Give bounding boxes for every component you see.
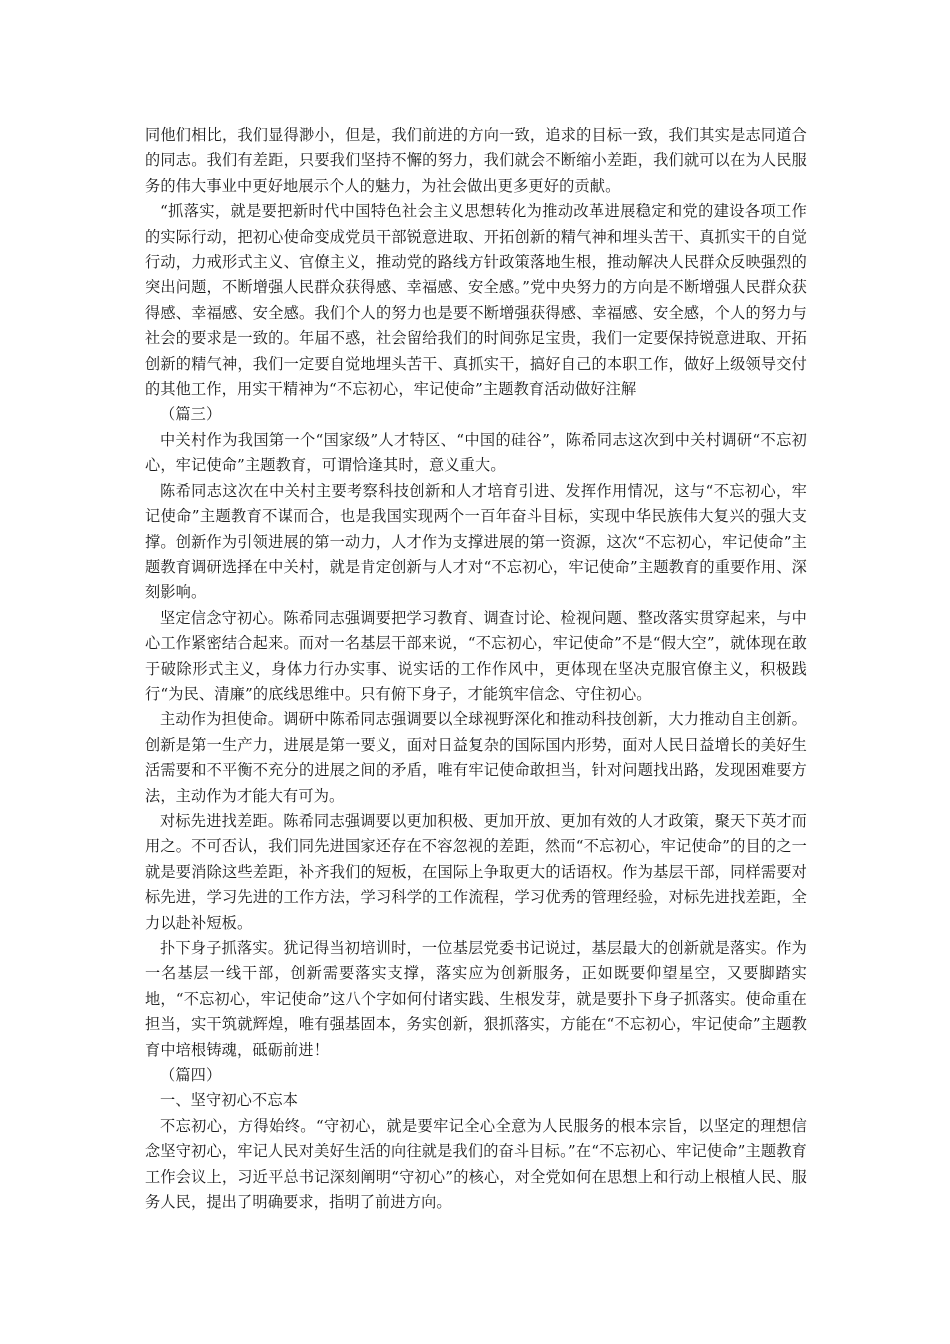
paragraph-2: “抓落实，就是要把新时代中国特色社会主义思想转化为推动改革进展稳定和党的建设各项工作的实际行动，把初心使命变成党员干部锐意进取、开拓创新的精气神和埋头苦干、真抓实干的自觉行动，力戒形式主义、官僚主义，推动党的路线方针政策落地生根，推动解决人民群众反映强烈的突出问题，不断增强人民群众获得感、幸福感、安全感。”党中央努力的方向是不断增强人民群众获得感、幸福感、安全感。我们个人的努力也是要不断增强获得感、幸福感、安全感，个人的努力与社会的要求是一致的。年届不惑，社会留给我们的时间弥足宝贵，我们一定要保持锐意进取、开拓创新的精气神，我们一定要自觉地埋头苦干、真抓实干，搞好自己的本职工作，做好上级领导交付的其他工作，用实干精神为“不忘初心，牢记使命”主题教育活动做好注解 — [145, 202, 807, 399]
paragraph-3: 中关村作为我国第一个“国家级”人才特区、“中国的硅谷”，陈希同志这次到中关村调研“不忘初心，牢记使命”主题教育，可谓恰逢其时，意义重大。 — [145, 430, 807, 475]
document-body — [145, 123, 807, 1215]
paragraph-4: 陈希同志这次在中关村主要考察科技创新和人才培育引进、发挥作用情况，这与“不忘初心，牢记使命”主题教育不谋而合，也是我国实现两个一百年奋斗目标，实现中华民族伟大复兴的强大支撑。创新作为引领进展的第一动力，人才作为支撑进展的第一资源，这次“不忘初心，牢记使命”主题教育调研选择在中关村，就是肯定创新与人才对“不忘初心，牢记使命”主题教育的重要作用、深刻影响。 — [145, 481, 807, 602]
subsection-heading-1: 一、坚守初心不忘本 — [160, 1091, 299, 1110]
paragraph-8: 扑下身子抓落实。犹记得当初培训时，一位基层党委书记说过，基层最大的创新就是落实。作为一名基层一线干部，创新需要落实支撑，落实应为创新服务，正如既要仰望星空，又要脚踏实地，“不忘初心，牢记使命”这八个字如何付诸实践、生根发芽，就是要扑下身子抓落实。使命重在担当，实干筑就辉煌，唯有强基固本，务实创新，狠抓落实，方能在“不忘初心，牢记使命”主题教育中培根铸魂，砥砺前进！ — [145, 939, 807, 1059]
paragraph-5: 坚定信念守初心。陈希同志强调要把学习教育、调查讨论、检视问题、整改落实贯穿起来，与中心工作紧密结合起来。而对一名基层干部来说，“不忘初心，牢记使命”不是“假大空”，就体现在敢于破除形式主义，身体力行办实事、说实话的工作作风中，更体现在坚决克服官僚主义，积极践行“为民、清廉”的底线思维中。只有俯下身子，才能筑牢信念、守住初心。 — [145, 608, 807, 703]
paragraph-9: 不忘初心，方得始终。“守初心，就是要牢记全心全意为人民服务的根本宗旨，以坚定的理想信念坚守初心，牢记人民对美好生活的向往就是我们的奋斗目标。”在“不忘初心、牢记使命”主题教育工作会议上，习近平总书记深刻阐明“守初心”的核心，对全党如何在思想上和行动上根植人民、服务人民，提出了明确要求，指明了前进方向。 — [145, 1116, 807, 1212]
paragraph-1: 同他们相比，我们显得渺小，但是，我们前进的方向一致，追求的目标一致，我们其实是志同道合的同志。我们有差距，只要我们坚持不懈的努力，我们就会不断缩小差距，我们就可以在为人民服务的伟大事业中更好地展示个人的魅力，为社会做出更多更好的贡献。 — [145, 126, 807, 195]
paragraph-7: 对标先进找差距。陈希同志强调要以更加积极、更加开放、更加有效的人才政策，聚天下英才而用之。不可否认，我们同先进国家还存在不容忽视的差距，然而“不忘初心，牢记使命”的目的之一就是要消除这些差距，补齐我们的短板，在国际上争取更大的话语权。作为基层干部，同样需要对标先进，学习先进的工作方法，学习科学的工作流程，学习优秀的管理经验，对标先进找差距，全力以赴补短板。 — [145, 811, 807, 932]
section-heading-part-4: （篇四） — [160, 1066, 222, 1085]
paragraph-6: 主动作为担使命。调研中陈希同志强调要以全球视野深化和推动科技创新，大力推动自主创新。创新是第一生产力，进展是第一要义，面对日益复杂的国际国内形势，面对人民日益增长的美好生活需要和不平衡不充分的进展之间的矛盾，唯有牢记使命敢担当，针对问题找出路，发现困难要方法，主动作为才能大有可为。 — [145, 710, 807, 805]
section-heading-part-3: （篇三） — [160, 405, 222, 424]
